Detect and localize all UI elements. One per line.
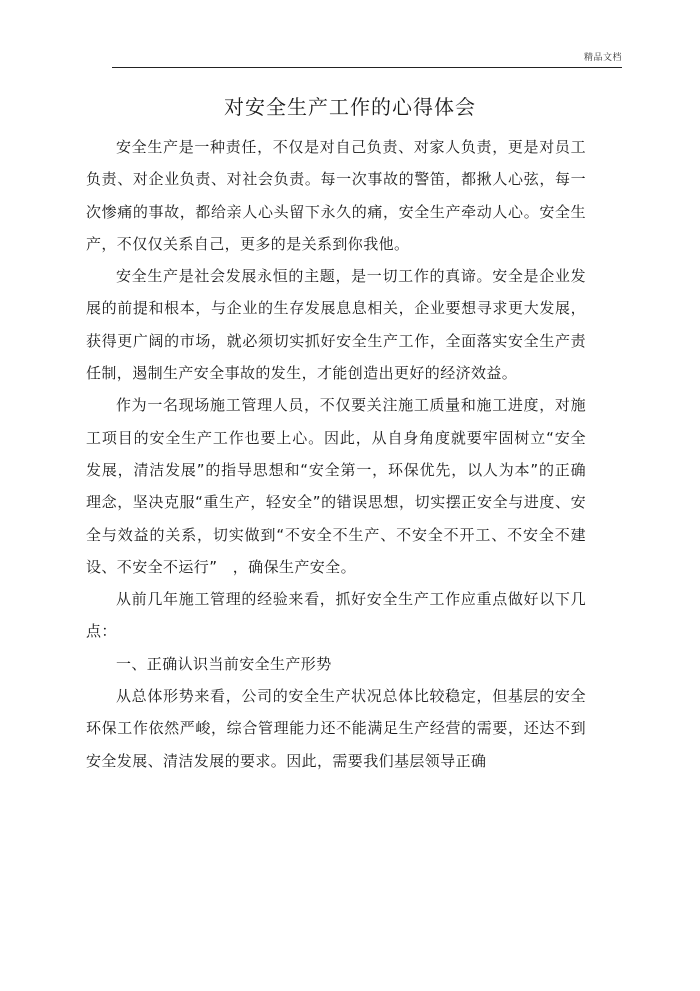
document-body — [86, 131, 586, 777]
paragraph-2: 安全生产是社会发展永恒的主题，是一切工作的真谛。安全是企业发展的前提和根本，与企业的生存发展息息相关，企业要想寻求更大发展，获得更广阔的市场，就必须切实抓好安全生产工作，全面落实安全生产责任制，遏制生产安全事故的发生，才能创造出更好的经济效益。 — [86, 267, 586, 383]
paragraph-5: 从总体形势来看，公司的安全生产状况总体比较稳定，但基层的安全环保工作依然严峻，综合管理能力还不能满足生产经营的需要，还达不到安全发展、清洁发展的要求。因此，需要我们基层领导正确 — [86, 687, 586, 770]
paragraph-4: 从前几年施工管理的经验来看，抓好安全生产工作应重点做好以下几点： — [86, 590, 586, 641]
header-divider — [112, 67, 622, 68]
section-heading-1: 一、正确认识当前安全生产形势 — [116, 654, 332, 673]
paragraph-3: 作为一名现场施工管理人员，不仅要关注施工质量和施工进度，对施工项目的安全生产工作也要上心。因此，从自身角度就要牢固树立“安全发展，清洁发展”的指导思想和“安全第一，环保优先，以人为本”的正确理念，坚决克服“重生产，轻安全”的错误思想，切实摆正安全与进度、安全与效益的关系，切实做到“不安全不生产、不安全不开工、不安全不建设、不安全不运行” ，确保生产安全。 — [86, 396, 586, 576]
document-title: 对安全生产工作的心得体会 — [224, 95, 476, 119]
header-label: 精品文档 — [583, 53, 622, 63]
paragraph-1: 安全生产是一种责任，不仅是对自己负责、对家人负责，更是对员工负责、对企业负责、对社会负责。每一次事故的警笛，都揪人心弦，每一次惨痛的事故，都给亲人心头留下永久的痛，安全生产牵动人心。安全生产，不仅仅关系自己，更多的是关系到你我他。 — [86, 138, 586, 253]
